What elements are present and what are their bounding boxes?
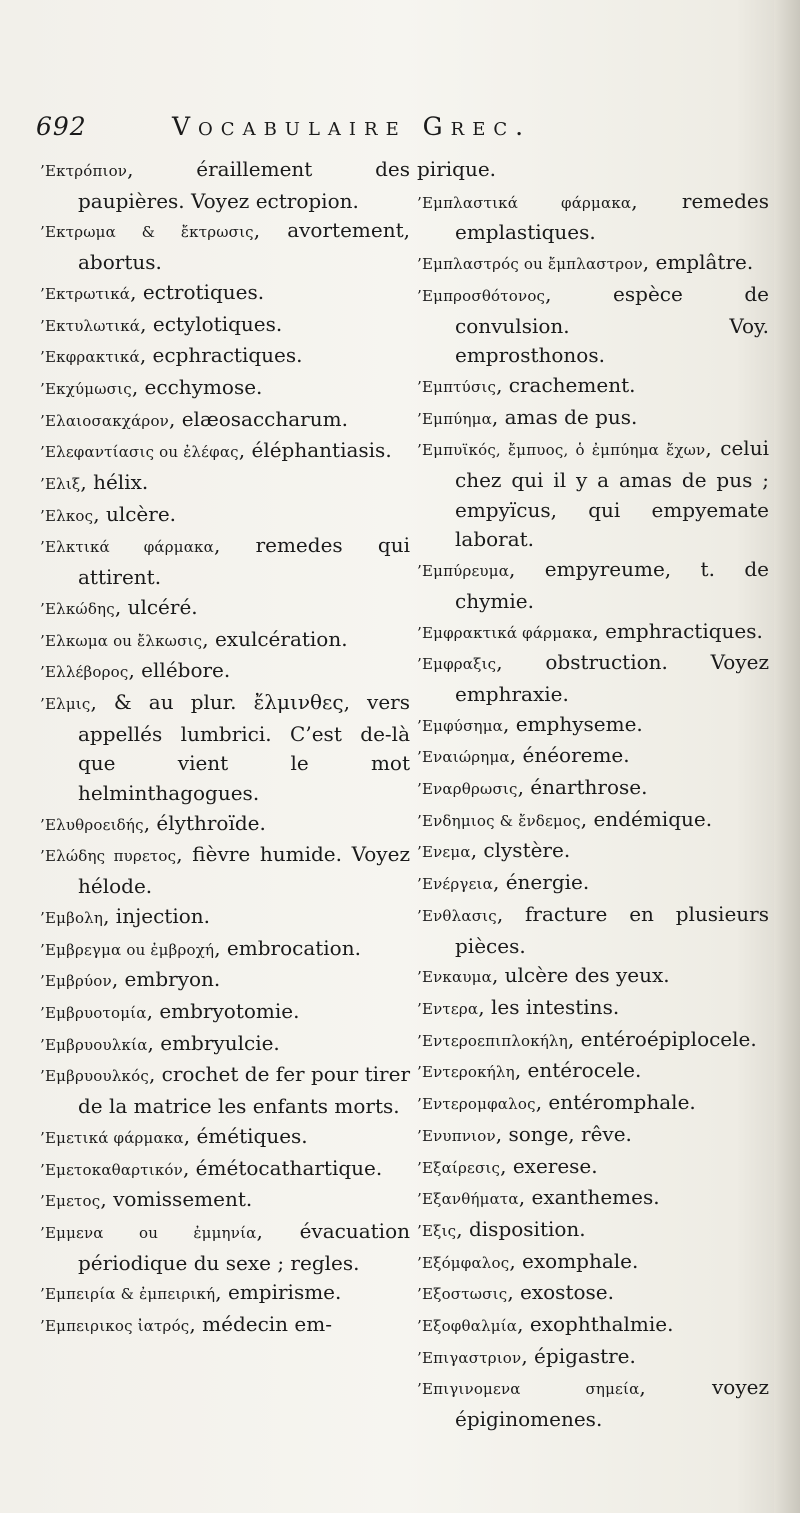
dictionary-entry xyxy=(417,155,769,187)
entry-headword: ’Εμβρυουλκία xyxy=(40,1035,148,1054)
entry-definition: , injection. xyxy=(103,903,211,928)
entry-definition: , fracture en plusieurs pièces. xyxy=(455,901,769,958)
dictionary-entry xyxy=(417,1247,769,1279)
dictionary-entry xyxy=(40,531,410,592)
entry-headword: ’Εμβολη xyxy=(40,908,104,927)
dictionary-entry xyxy=(40,1029,410,1061)
entry-definition: , entérocele. xyxy=(514,1058,642,1083)
entry-definition: , épigastre. xyxy=(521,1343,636,1368)
entry-definition: , éraillement des paupières. Voyez ectropion. xyxy=(78,157,410,213)
dictionary-entry xyxy=(40,656,410,688)
entry-headword: ’Εμπειρικος ἰατρός xyxy=(40,1317,190,1336)
dictionary-entry xyxy=(40,405,410,437)
entry-headword: ’Εμπλαστικά φάρμακα xyxy=(417,193,632,212)
entry-headword: ’Ελλέβορος xyxy=(40,663,129,682)
dictionary-entry xyxy=(40,310,410,342)
entry-headword: ’Εμβρεγμα ou ἐμβροχή xyxy=(40,940,215,959)
entry-definition: , exomphale. xyxy=(509,1248,639,1273)
dictionary-entry xyxy=(417,248,769,280)
dictionary-entry xyxy=(417,1342,769,1374)
entry-definition: , émétiques. xyxy=(183,1123,308,1148)
entry-definition: , & au plur. ἔλμινθες, vers appellés lumbrici. C’est de-là que vient le mot helminthagogues. xyxy=(78,689,410,806)
entry-definition: , espèce de convulsion. Voy. emprosthonos. xyxy=(455,281,769,368)
entry-definition: , fièvre humide. Voyez hélode. xyxy=(78,842,410,899)
entry-definition: , empirisme. xyxy=(215,1280,342,1305)
entry-headword: ’Εντερομφαλος xyxy=(417,1095,536,1114)
entry-headword: ’Εκτρωμα & ἔκτρωσις xyxy=(40,223,254,242)
entry-headword: ’Ελκωμα ou ἔλκωσις xyxy=(40,631,203,650)
dictionary-entry xyxy=(417,1056,769,1088)
entry-definition: , disposition. xyxy=(456,1216,586,1241)
entry-definition: , les intestins. xyxy=(478,994,620,1019)
entry-definition: , entéroépiplocele. xyxy=(567,1026,757,1051)
page-header xyxy=(36,112,756,152)
entry-headword: ’Εκτρόπιον xyxy=(40,162,128,180)
dictionary-entry xyxy=(417,1215,769,1247)
entry-definition: , embrocation. xyxy=(214,935,361,960)
entry-definition: , remedes emplastiques. xyxy=(455,188,769,245)
dictionary-entry xyxy=(417,805,769,837)
entry-headword: ’Ενυπνιον xyxy=(417,1126,496,1145)
entry-definition: , elæosaccharum. xyxy=(169,406,348,431)
entry-definition: , ulcéré. xyxy=(114,594,198,619)
entry-definition: , celui chez qui il y a amas de pus ; empyïcus, qui empyemate laborat. xyxy=(455,436,769,552)
dictionary-entry xyxy=(417,1183,769,1215)
dictionary-entry xyxy=(40,688,410,809)
entry-headword: ’Εμφρακτικά φάρμακα xyxy=(417,623,593,642)
page-edge-shadow xyxy=(774,0,800,1513)
dictionary-entry xyxy=(40,1185,410,1217)
entry-definition: , ectylotiques. xyxy=(140,311,283,336)
entry-headword: ’Εμπυϊκός, ἔμπυος, ὁ ἐμπύημα ἔχων xyxy=(417,441,706,460)
entry-headword: ’Εμβρυουλκός xyxy=(40,1067,149,1086)
entry-headword: ’Ελκος xyxy=(40,506,94,525)
dictionary-entry xyxy=(417,371,769,403)
entry-definition: , évacuation périodique du sexe ; regles. xyxy=(78,1218,410,1275)
dictionary-entry xyxy=(417,403,769,435)
entry-definition: , clystère. xyxy=(470,838,571,863)
entry-definition: , ellébore. xyxy=(128,658,231,683)
entry-headword: ’Ελμις xyxy=(40,694,91,713)
dictionary-entry xyxy=(40,500,410,532)
dictionary-entry xyxy=(40,625,410,657)
entry-definition: , ulcère. xyxy=(93,501,177,526)
left-column xyxy=(40,155,410,1342)
dictionary-entry xyxy=(40,468,410,500)
dictionary-entry xyxy=(417,1373,769,1434)
entry-headword: ’Εντεροκήλη xyxy=(417,1063,515,1082)
entry-definition: , emphractiques. xyxy=(592,618,763,643)
dictionary-entry xyxy=(40,341,410,373)
entry-definition: , exerese. xyxy=(500,1153,598,1178)
dictionary-entry xyxy=(40,1278,410,1310)
entry-definition: , exanthemes. xyxy=(518,1185,660,1210)
entry-headword: ’Ελκώδης xyxy=(40,599,115,618)
entry-headword: ’Εμπειρία & ἐμπειρική xyxy=(40,1285,216,1304)
entry-definition: , énéoreme. xyxy=(509,743,630,768)
right-column xyxy=(417,155,769,1435)
entry-definition: , ecchymose. xyxy=(131,374,263,399)
entry-headword: ’Ελώδης πυρετος xyxy=(40,847,177,866)
entry-definition: , remedes qui attirent. xyxy=(78,533,410,590)
dictionary-entry xyxy=(417,1120,769,1152)
dictionary-entry xyxy=(417,1278,769,1310)
entry-definition: , éléphantiasis. xyxy=(238,438,392,463)
entry-headword: ’Εκφρακτικά xyxy=(40,348,140,367)
dictionary-entry xyxy=(417,555,769,616)
entry-headword: ’Ενεμα xyxy=(417,843,471,862)
dictionary-entry xyxy=(40,934,410,966)
entry-headword: ’Εξόμφαλος xyxy=(417,1253,510,1272)
dictionary-entry xyxy=(417,648,769,709)
entry-definition: , exophthalmie. xyxy=(517,1312,674,1337)
entry-headword: ’Ενκαυμα xyxy=(417,968,492,987)
entry-definition: , empyreume, t. de chymie. xyxy=(455,557,769,613)
dictionary-entry xyxy=(417,741,769,773)
entry-headword: ’Εμπύρευμα xyxy=(417,562,510,581)
dictionary-entry xyxy=(40,373,410,405)
entry-definition: , embryotomie. xyxy=(146,998,300,1023)
entry-headword: ’Εναρθρωσις xyxy=(417,780,518,799)
entry-headword: ’Εκτρωτικά xyxy=(40,284,131,303)
entry-definition: , embryon. xyxy=(111,967,221,992)
entry-headword: ’Εμπύημα xyxy=(417,409,492,428)
dictionary-entry xyxy=(40,1060,410,1121)
dictionary-entry xyxy=(40,1122,410,1154)
entry-headword: ’Ελυθροειδής xyxy=(40,815,144,834)
entry-headword: ’Εντεροεπιπλοκήλη xyxy=(417,1031,568,1050)
entry-headword: ’Ενθλασις xyxy=(417,906,497,925)
dictionary-entry xyxy=(40,840,410,901)
entry-headword: ’Εμπλαστρός ou ἔμπλαστρον xyxy=(417,255,643,274)
entry-definition: , crachement. xyxy=(496,372,636,397)
entry-definition: , crochet de fer pour tirer de la matrice les enfants morts. xyxy=(78,1062,410,1119)
entry-headword: ’Επιγινομενα σημεία xyxy=(417,1380,640,1399)
dictionary-entry xyxy=(40,997,410,1029)
entry-headword: ’Ελιξ xyxy=(40,475,81,494)
entry-headword: ’Εμφύσημα xyxy=(417,716,503,735)
dictionary-entry xyxy=(40,278,410,310)
entry-definition: , ulcère des yeux. xyxy=(491,963,670,988)
dictionary-entry xyxy=(417,710,769,742)
page-number: 692 xyxy=(36,112,87,141)
dictionary-entry xyxy=(40,809,410,841)
dictionary-entry xyxy=(417,900,769,961)
entry-headword: ’Ενδημιος & ἔνδεμος xyxy=(417,811,581,830)
entry-definition: , embryulcie. xyxy=(147,1030,280,1055)
dictionary-entry xyxy=(40,436,410,468)
entry-definition: , vomissement. xyxy=(100,1187,253,1212)
dictionary-entry xyxy=(417,1025,769,1057)
entry-definition: , hélix. xyxy=(80,470,149,495)
entry-definition: , entéromphale. xyxy=(535,1090,696,1115)
entry-headword: ’Εκτυλωτικά xyxy=(40,316,141,335)
entry-headword: ’Εμπτύσις xyxy=(417,377,497,396)
entry-headword: ’Εξανθήματα xyxy=(417,1190,519,1209)
dictionary-entry xyxy=(417,280,769,371)
dictionary-entry xyxy=(417,868,769,900)
entry-definition: , ectrotiques. xyxy=(130,279,265,304)
entry-definition: , énarthrose. xyxy=(517,775,648,800)
entry-definition: , songe, rêve. xyxy=(495,1121,632,1146)
dictionary-entry xyxy=(40,965,410,997)
entry-headword: ’Εκχύμωσις xyxy=(40,379,132,398)
entry-headword: ’Εμετικά φάρμακα xyxy=(40,1128,184,1147)
entry-headword: ’Επιγαστριον xyxy=(417,1348,522,1367)
entry-headword: ’Εντερα xyxy=(417,999,479,1018)
dictionary-entry xyxy=(40,593,410,625)
entry-headword: ’Ενέργεια xyxy=(417,875,493,894)
entry-definition: , endémique. xyxy=(580,806,713,831)
entry-definition: , emphyseme. xyxy=(503,711,643,736)
entry-definition: , émétocathartique. xyxy=(182,1155,383,1180)
dictionary-entry xyxy=(40,216,410,277)
entry-headword: ’Ελκτικά φάρμακα xyxy=(40,538,214,557)
entry-headword: ’Εμπροσθότονος xyxy=(417,286,546,305)
dictionary-entry xyxy=(417,836,769,868)
entry-headword: ’Εξοστωσις xyxy=(417,1285,508,1304)
dictionary-entry xyxy=(40,1217,410,1278)
entry-headword: ’Εμμενα ou ἐμμηνία xyxy=(40,1223,257,1242)
entry-definition: , exostose. xyxy=(507,1280,614,1305)
dictionary-entry xyxy=(40,1310,410,1342)
entry-headword: ’Εμβρύον xyxy=(40,972,112,991)
entry-definition: , voyez épiginomenes. xyxy=(455,1375,769,1432)
entry-definition: , exulcération. xyxy=(202,626,348,651)
dictionary-entry xyxy=(417,993,769,1025)
entry-definition: pirique. xyxy=(417,157,497,181)
running-title: Vocabulaire Grec. xyxy=(172,112,532,141)
dictionary-entry xyxy=(417,773,769,805)
entry-headword: ’Εξαίρεσις xyxy=(417,1158,501,1177)
entry-headword: ’Εμετος xyxy=(40,1192,101,1211)
entry-headword: ’Εμετοκαθαρτικόν xyxy=(40,1160,183,1179)
entry-headword: ’Εξις xyxy=(417,1221,457,1240)
entry-headword: ’Ελαιοσακχάρον xyxy=(40,411,169,430)
dictionary-entry xyxy=(417,434,769,555)
entry-definition: , avortement, abortus. xyxy=(78,218,410,275)
entry-definition: , énergie. xyxy=(492,870,590,895)
entry-definition: , ecphractiques. xyxy=(139,343,303,368)
entry-definition: , obstruction. Voyez emphraxie. xyxy=(455,650,769,706)
entry-definition: , élythroïde. xyxy=(143,810,266,835)
dictionary-entry xyxy=(417,1310,769,1342)
entry-headword: ’Εμφραξις xyxy=(417,655,497,674)
dictionary-entry xyxy=(417,961,769,993)
dictionary-entry xyxy=(40,902,410,934)
dictionary-entry xyxy=(417,1152,769,1184)
dictionary-entry xyxy=(40,1154,410,1186)
entry-headword: ’Εναιώρημα xyxy=(417,748,510,767)
dictionary-entry xyxy=(417,1088,769,1120)
dictionary-entry xyxy=(417,617,769,649)
dictionary-entry xyxy=(40,155,410,216)
entry-headword: ’Εμβρυοτομία xyxy=(40,1003,147,1022)
entry-definition: , médecin em- xyxy=(189,1312,332,1337)
dictionary-entry xyxy=(417,187,769,248)
entry-headword: ’Εξοφθαλμία xyxy=(417,1317,518,1336)
entry-definition: , emplâtre. xyxy=(642,250,754,275)
entry-headword: ’Ελεφαντίασις ou ἐλέφας xyxy=(40,443,239,462)
entry-definition: , amas de pus. xyxy=(491,404,638,429)
